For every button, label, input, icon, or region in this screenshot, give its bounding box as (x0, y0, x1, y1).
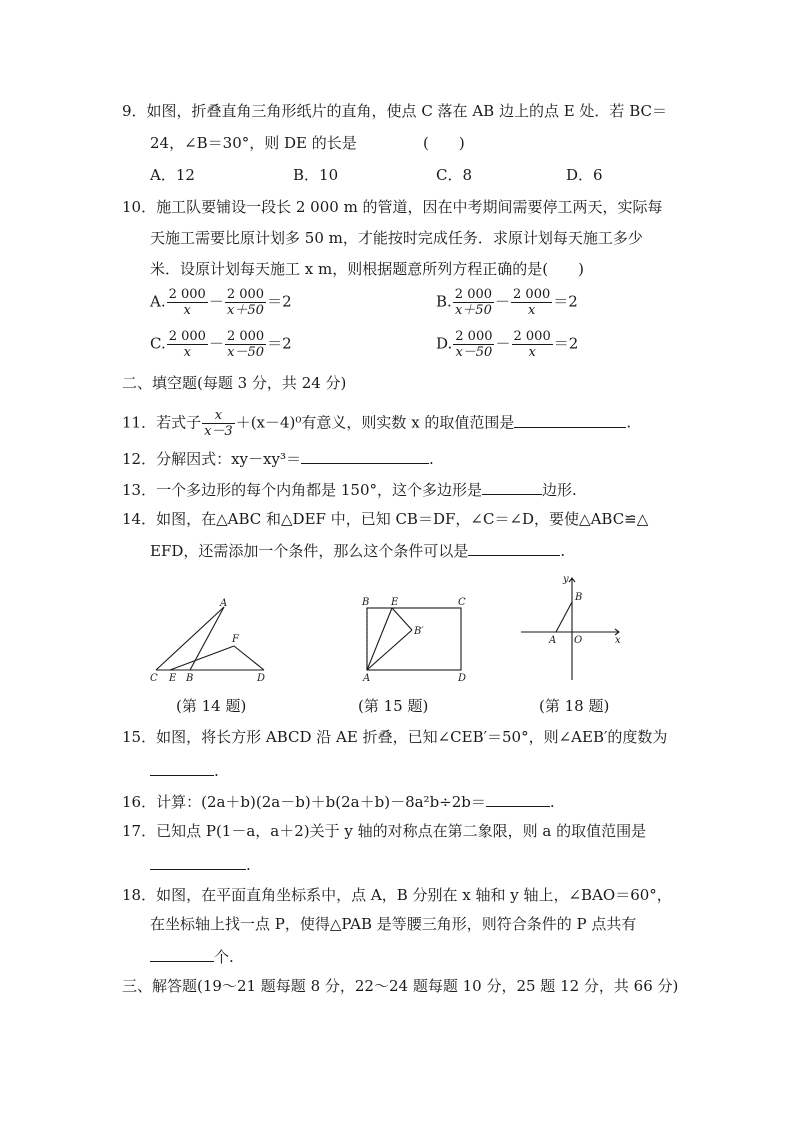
q9-option-c: C．8 (436, 166, 473, 184)
q16-answer-blank[interactable] (486, 790, 550, 807)
q18-answer-blank[interactable] (150, 945, 214, 962)
q15-line1: 15．如图，将长方形 ABCD 沿 AE 折叠，已知∠CEB′＝50°，则∠AEB′的度数为 (122, 728, 668, 746)
q10-a-frac2: $\frac{2 000}{x+50}$ (226, 287, 265, 318)
f18-label-B: B (575, 592, 583, 603)
f15-seg-ABp (367, 630, 412, 670)
f15-seg-EBp (392, 608, 412, 630)
q9-option-b: B．10 (293, 166, 339, 184)
q11-answer-blank[interactable] (514, 411, 626, 428)
q10-c-frac2: $\frac{2 000}{x-50}$ (226, 329, 265, 360)
section-3-heading: 三、解答题(19～21 题每题 8 分，22～24 题每题 10 分，25 题 12 分，共 66 分) (122, 977, 679, 995)
q10-d-frac1: $\frac{2 000}{x-50}$ (455, 329, 493, 360)
q10-c-frac1: $\frac{2 000}{x}$ (168, 329, 206, 360)
q10-b-frac2: $\frac{2 000}{x}$ (513, 287, 551, 318)
f14-seg-EF (170, 646, 234, 670)
f15-label-B: B (362, 597, 370, 608)
q13: 13．一个多边形的每个内角都是 150°，这个多边形是 边形. (122, 478, 577, 500)
f15-label-A: A (363, 673, 371, 684)
q16: 16．计算：(2a＋b)(2a－b)＋b(2a＋b)－8a²b÷2b＝ . (122, 790, 555, 812)
f15-rect-ABCD (367, 608, 461, 670)
q12-answer-blank[interactable] (301, 447, 429, 464)
f15-label-E: E (391, 597, 399, 608)
q10-option-a: A. $\frac{2 000}{x}$ － $\frac{2 000}{x+50}$ ＝2 (150, 287, 292, 318)
q17-answer-blank[interactable] (150, 853, 246, 870)
figure-15-caption: (第 15 题) (358, 697, 429, 715)
q9-option-a: A．12 (150, 166, 195, 184)
q14-answer-blank[interactable] (468, 539, 560, 556)
q11: 11．若式子 $\frac{x}{x-3}$ ＋(x－4)⁰有意义，则实数 x 的取值范围是 . (122, 408, 632, 439)
figure-18 (515, 570, 630, 685)
q9-answer-paren: ( ) (423, 134, 465, 152)
q18-line1: 18．如图，在平面直角坐标系中，点 A，B 分别在 x 轴和 y 轴上，∠BAO＝60°， (122, 886, 672, 904)
q10-line3: 米．设原计划每天施工 x m，则根据题意所列方程正确的是( ) (150, 260, 584, 278)
f14-label-B: B (186, 673, 194, 684)
q18-line3: 个. (150, 945, 234, 967)
figure-18-caption: (第 18 题) (539, 697, 610, 715)
q10-d-label: D. (436, 334, 453, 353)
q9-option-d: D．6 (566, 166, 603, 184)
f14-label-E: E (169, 673, 177, 684)
f14-label-C: C (150, 673, 158, 684)
q10-a-frac1: $\frac{2 000}{x}$ (168, 287, 206, 318)
f14-seg-CA (156, 607, 224, 670)
q12: 12．分解因式：xy－xy³＝ . (122, 447, 434, 469)
q14-line2: EFD，还需添加一个条件，那么这个条件可以是 . (150, 539, 565, 561)
q10-line1: 10．施工队要铺设一段长 2 000 m 的管道，因在中考期间需要停工两天，实际每 (122, 198, 663, 216)
section-2-heading: 二、填空题(每题 3 分，共 24 分) (122, 374, 347, 392)
f18-label-A: A (549, 635, 557, 646)
q15-answer-blank[interactable] (150, 759, 214, 776)
f14-label-A: A (220, 598, 228, 609)
q17-line2: . (150, 853, 251, 875)
f15-label-D: D (458, 673, 467, 684)
f14-label-D: D (257, 673, 266, 684)
q10-b-frac1: $\frac{2 000}{x+50}$ (454, 287, 493, 318)
q10-d-frac2: $\frac{2 000}{x}$ (513, 329, 551, 360)
q18-line2: 在坐标轴上找一点 P，使得△PAB 是等腰三角形，则符合条件的 P 点共有 (150, 915, 637, 933)
f15-label-C: C (458, 597, 466, 608)
q15-line2: . (150, 759, 219, 781)
f15-label-Bprime: B′ (414, 626, 424, 637)
q9-line1: 9．如图，折叠直角三角形纸片的直角，使点 C 落在 AB 边上的点 E 处．若 BC＝ (122, 102, 667, 120)
f18-label-y: y (563, 574, 569, 585)
q14-line1: 14．如图，在△ABC 和△DEF 中，已知 CB＝DF，∠C＝∠D，要使△ABC≌△ (122, 510, 649, 528)
q17-line1: 17．已知点 P(1－a，a＋2)关于 y 轴的对称点在第二象限，则 a 的取值范围是 (122, 822, 647, 840)
q10-c-label: C. (150, 334, 166, 353)
q10-a-label: A. (150, 292, 166, 311)
q9-line2: 24，∠B＝30°，则 DE 的长是 (150, 134, 357, 152)
q10-option-c: C. $\frac{2 000}{x}$ － $\frac{2 000}{x-50}$ ＝2 (150, 329, 292, 360)
f14-label-F: F (232, 634, 239, 645)
figure-14-caption: (第 14 题) (176, 697, 247, 715)
q10-option-d: D. $\frac{2 000}{x-50}$ － $\frac{2 000}{x}$ ＝2 (436, 329, 579, 360)
q10-line2: 天施工需要比原计划多 50 m，才能按时完成任务．求原计划每天施工多少 (150, 229, 643, 247)
f18-seg-AB (556, 602, 572, 632)
q10-b-label: B. (436, 292, 452, 311)
q10-option-b: B. $\frac{2 000}{x+50}$ － $\frac{2 000}{x}$ ＝2 (436, 287, 578, 318)
q13-answer-blank[interactable] (482, 478, 542, 495)
f18-label-x: x (615, 635, 621, 646)
f15-seg-AE (367, 608, 392, 670)
q11-fraction: $\frac{x}{x-3}$ (204, 408, 233, 439)
f18-label-O: O (574, 635, 583, 646)
f14-seg-FD (234, 646, 264, 670)
figure-14 (140, 590, 280, 685)
figure-15 (355, 590, 475, 685)
